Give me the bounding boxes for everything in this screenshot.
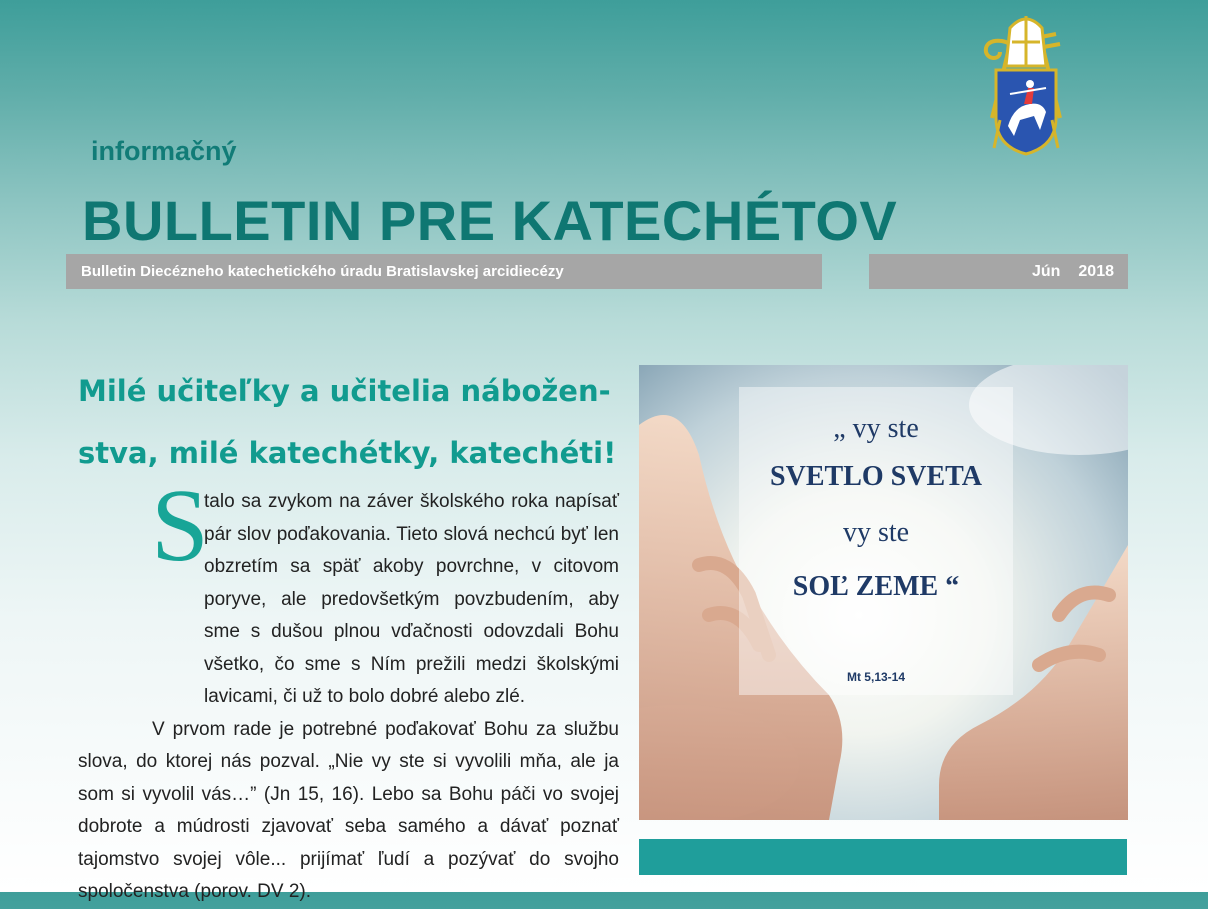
verse-reference: Mt 5,13-14 xyxy=(846,670,906,684)
issue-year: 2018 xyxy=(1078,262,1114,280)
publisher-text: Bulletin Diecézneho katechetického úradu Bratislavskej arcidiecézy xyxy=(81,263,564,280)
publisher-bar xyxy=(66,254,822,289)
article-body xyxy=(78,468,619,909)
verse-line-1: „ vy ste xyxy=(833,413,919,444)
paragraph-2: V prvom rade je potrebné poďakovať Bohu za službu slova, do ktorej nás pozval. „Nie vy ste si vyvolili mňa, ale ja som si vyvolil vás…” (Jn 15, 16). Lebo sa Bohu páči vo svojej dobrote a múdrosti zjavovať seba samého a dávať poznať tajomstvo svojej vôle... prijímať ľudí a pozývať do svojho spoločenstva (porov. DV 2). xyxy=(78,718,619,902)
issue-date-bar xyxy=(869,254,1128,289)
bible-verse-image xyxy=(639,365,1128,820)
verse-line-3: vy ste xyxy=(842,517,910,548)
issue-month: Jún xyxy=(1031,262,1061,280)
publication-title: BULLETIN PRE KATECHÉTOV xyxy=(82,189,898,252)
verse-line-4: SOĽ ZEME “ xyxy=(792,571,960,602)
headline-line-2: stva, milé katechétky, katechéti! xyxy=(78,436,617,470)
headline-line-1: Milé učiteľky a učitelia nábožen- xyxy=(78,374,611,408)
verse-line-2: SVETLO SVETA xyxy=(770,461,982,492)
archdiocese-coat-of-arms-icon xyxy=(970,8,1082,158)
drop-cap: S xyxy=(151,468,209,583)
article-headline xyxy=(78,360,618,484)
publication-subtitle: informačný xyxy=(91,136,237,166)
decorative-teal-strip xyxy=(639,839,1127,875)
paragraph-1: talo sa zvykom na záver školského roka napísať pár slov poďakovania. Tieto slová nechcú byť len obzretím sa späť akoby povrchne, v citovom poryve, ale predovšetkým povzbudením, aby sme s dušou plnou vďačnosti odovzdali Bohu všetko, čo sme s Ním prežili medzi školskými lavicami, či už to bolo dobré alebo zlé. xyxy=(204,491,619,707)
